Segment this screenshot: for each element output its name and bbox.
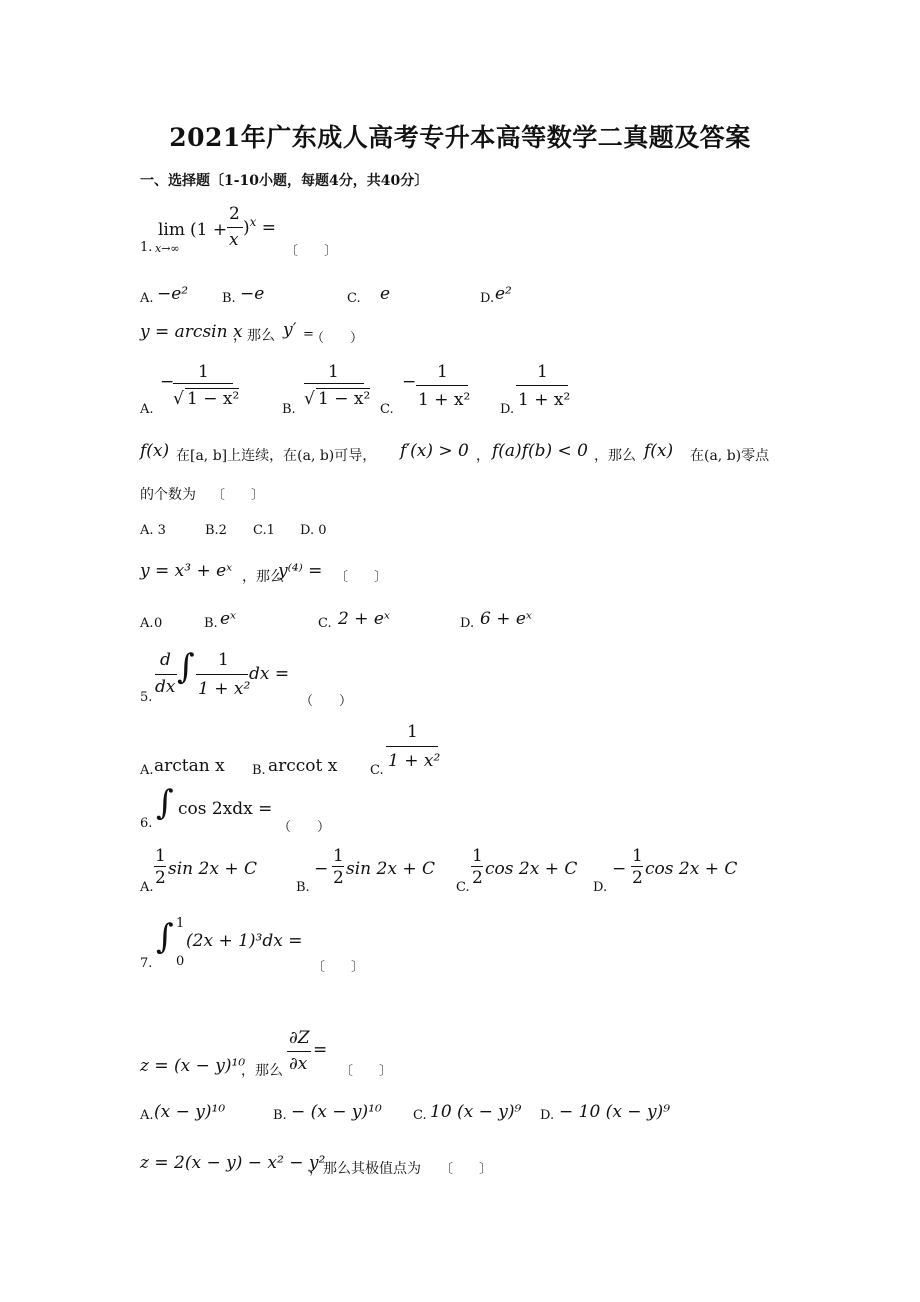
q7-integral: ∫ xyxy=(156,917,174,957)
q3-text2: ，那么 xyxy=(594,448,636,464)
q2-opt-b-bar xyxy=(304,383,364,384)
q3-f2: f(x) xyxy=(644,441,674,461)
q1-blank: 〔 〕 xyxy=(285,244,338,259)
q2-opt-d-label: D. xyxy=(500,402,515,417)
q6-opt-c-fn: cos 2x + C xyxy=(485,859,578,879)
q5-frac-bar xyxy=(196,674,248,675)
page-title: 2021年广东成人高考专升本高等数学二真题及答案 xyxy=(169,123,751,152)
q6-opt-b-sign: − xyxy=(314,859,329,879)
q3-opt-c: C.1 xyxy=(253,523,275,538)
q5-number: 5. xyxy=(140,690,153,705)
q4-opt-d-label: D. xyxy=(460,616,475,631)
q6-opt-d-sign: − xyxy=(612,859,627,879)
q3-line2: 的个数为 xyxy=(140,487,196,503)
q6-opt-d-bar xyxy=(631,866,643,867)
q8-opt-c-label: C. xyxy=(413,1108,427,1123)
q5-opt-c-den: 1 + x² xyxy=(388,751,441,771)
q2-opt-c-label: C. xyxy=(380,402,394,417)
q9-tail: ，那么其极值点为 xyxy=(309,1161,421,1177)
q2-opt-b-num: 1 xyxy=(328,362,339,382)
q6-opt-b-fn: sin 2x + C xyxy=(346,859,435,879)
q8-pnum: ∂Z xyxy=(289,1028,310,1048)
q5-tail: dx = xyxy=(249,664,290,684)
q2-opt-d-num: 1 xyxy=(537,362,548,382)
q5-opt-a-label: A. xyxy=(140,763,154,778)
q6-opt-d-label: D. xyxy=(593,880,608,895)
q6-opt-a-num: 1 xyxy=(155,846,166,866)
q2-opt-b-den: 1 − x² xyxy=(318,389,371,409)
q2-opt-d-den: 1 + x² xyxy=(518,390,571,410)
q8-stem: z = (x − y)¹⁰ xyxy=(140,1056,246,1076)
q7-number: 7. xyxy=(140,956,153,971)
q2-eq: = xyxy=(303,327,314,342)
q3-text3: 在(a, b)零点 xyxy=(690,448,770,464)
q4-opt-c: 2 + eˣ xyxy=(338,609,390,629)
q6-opt-a-den: 2 xyxy=(155,868,166,888)
q9-stem: z = 2(x − y) − x² − y² xyxy=(140,1153,326,1173)
q6-opt-d-den: 2 xyxy=(632,868,643,888)
q5-opt-c-label: C. xyxy=(370,763,384,778)
q1-frac-den: x xyxy=(229,230,239,250)
q2-tail: ，那么 xyxy=(233,328,275,344)
q4-opt-c-label: C. xyxy=(318,616,332,631)
q8-tail: ，那么 xyxy=(241,1063,283,1079)
q7-lower: 0 xyxy=(176,954,185,969)
q2-opt-d-bar xyxy=(516,385,568,386)
q8-opt-c: 10 (x − y)⁹ xyxy=(430,1102,522,1122)
q1-opt-b-label: B. xyxy=(222,291,236,306)
q4-opt-b: eˣ xyxy=(220,609,237,629)
q6-opt-a-label: A. xyxy=(140,880,154,895)
q9-blank: 〔 〕 xyxy=(440,1162,493,1177)
q1-expr-open: (1 + xyxy=(190,220,228,240)
q4-deriv: y⁽⁴⁾ = xyxy=(278,561,323,581)
q8-opt-a-label: A. xyxy=(140,1108,154,1123)
q7-blank: 〔 〕 xyxy=(312,960,365,975)
q1-opt-d: e² xyxy=(495,284,512,304)
q5-opt-b-label: B. xyxy=(252,763,266,778)
q1-expr-close: )$^x$ = xyxy=(243,214,277,238)
q6-blank: （ ） xyxy=(278,820,331,835)
q4-blank: 〔 〕 xyxy=(335,570,388,585)
q2-opt-c-den: 1 + x² xyxy=(418,390,471,410)
q6-opt-c-den: 2 xyxy=(472,868,483,888)
q5-opt-b: arccot x xyxy=(268,756,338,776)
q3-opt-d: D. 0 xyxy=(300,523,327,538)
q4-opt-a-label: A. xyxy=(140,616,154,631)
q2-blank: （ ） xyxy=(311,331,364,346)
q5-opt-a: arctan x xyxy=(154,756,225,776)
q2-opt-a-sign: − xyxy=(160,372,175,392)
q6-opt-b-label: B. xyxy=(296,880,310,895)
q1-lim-sub: x→∞ xyxy=(155,242,180,255)
q6-opt-d-num: 1 xyxy=(632,846,643,866)
q1-lim: lim xyxy=(158,220,185,240)
q1-frac-bar xyxy=(227,227,243,228)
q6-body: cos 2xdx = xyxy=(178,799,273,819)
q1-opt-c-label: C. xyxy=(347,291,361,306)
q7-body: (2x + 1)³dx = xyxy=(186,931,303,951)
q6-opt-d-fn: cos 2x + C xyxy=(645,859,738,879)
q5-opt-c-bar xyxy=(386,746,438,747)
q5-frac-den: 1 + x² xyxy=(198,679,251,699)
q1-opt-a: −e² xyxy=(157,284,189,304)
q6-opt-a-fn: sin 2x + C xyxy=(168,859,257,879)
q2-opt-c-sign: − xyxy=(402,372,417,392)
q2-deriv: y′ xyxy=(283,320,297,340)
q2-opt-c-num: 1 xyxy=(437,362,448,382)
q7-upper: 1 xyxy=(176,916,185,931)
q6-opt-b-bar xyxy=(332,866,344,867)
q2-opt-b-radical: √ xyxy=(304,389,315,409)
q5-blank: （ ） xyxy=(300,694,353,709)
q1-opt-d-label: D. xyxy=(480,291,495,306)
q1-opt-a-label: A. xyxy=(140,291,154,306)
q2-opt-b-label: B. xyxy=(282,402,296,417)
q5-integral: ∫ xyxy=(177,647,195,687)
q3-blank: 〔 〕 xyxy=(212,488,265,503)
q3-cond1: f′(x) > 0 xyxy=(400,441,469,461)
q4-opt-d: 6 + eˣ xyxy=(480,609,532,629)
q5-d: d xyxy=(160,650,171,670)
q8-eq: = xyxy=(313,1040,328,1060)
q3-opt-a: A. 3 xyxy=(140,523,166,538)
q8-blank: 〔 〕 xyxy=(340,1064,393,1079)
q6-opt-c-num: 1 xyxy=(472,846,483,866)
q3-f: f(x) xyxy=(140,441,170,461)
q6-opt-a-bar xyxy=(154,866,166,867)
q8-opt-b: − (x − y)¹⁰ xyxy=(291,1102,382,1122)
q1-number: 1. xyxy=(140,240,153,255)
q3-cond2: f(a)f(b) < 0 xyxy=(492,441,588,461)
q4-tail: ，那么 xyxy=(242,569,284,585)
q6-integral: ∫ xyxy=(156,783,174,823)
q8-opt-d: − 10 (x − y)⁹ xyxy=(559,1102,671,1122)
q8-opt-b-label: B. xyxy=(273,1108,287,1123)
q4-opt-a: 0 xyxy=(154,616,163,631)
section-heading: 一、选择题〔1-10小题，每题4分，共40分〕 xyxy=(140,173,429,189)
q2-opt-c-bar xyxy=(416,385,468,386)
q2-opt-a-num: 1 xyxy=(198,362,209,382)
q6-opt-b-num: 1 xyxy=(333,846,344,866)
q2-opt-a-label: A. xyxy=(140,402,154,417)
q5-frac-num: 1 xyxy=(218,650,229,670)
q4-opt-b-label: B. xyxy=(204,616,218,631)
q4-stem: y = x³ + eˣ xyxy=(140,561,233,581)
q3-text1: 在[a, b]上连续，在(a, b)可导， xyxy=(176,448,377,464)
q6-opt-c-bar xyxy=(471,866,483,867)
q3-opt-b: B.2 xyxy=(205,523,227,538)
q3-sep: ， xyxy=(476,448,490,464)
q8-opt-a: (x − y)¹⁰ xyxy=(154,1102,226,1122)
q1-opt-b: −e xyxy=(240,284,265,304)
q1-frac-num: 2 xyxy=(229,204,240,224)
q2-opt-a-den: 1 − x² xyxy=(187,389,240,409)
q5-dx: dx xyxy=(155,677,176,697)
q6-opt-b-den: 2 xyxy=(333,868,344,888)
q8-pden: ∂x xyxy=(289,1054,308,1074)
q8-opt-d-label: D. xyxy=(540,1108,555,1123)
q2-opt-a-radical: √ xyxy=(173,389,184,409)
q1-opt-c: e xyxy=(380,284,391,304)
q6-opt-c-label: C. xyxy=(456,880,470,895)
q5-opt-c-num: 1 xyxy=(407,722,418,742)
q8-pbar xyxy=(287,1051,311,1052)
q2-stem: y = arcsin x xyxy=(140,322,243,342)
q2-opt-a-bar xyxy=(173,383,233,384)
q5-d-bar xyxy=(155,674,177,675)
q6-number: 6. xyxy=(140,816,153,831)
